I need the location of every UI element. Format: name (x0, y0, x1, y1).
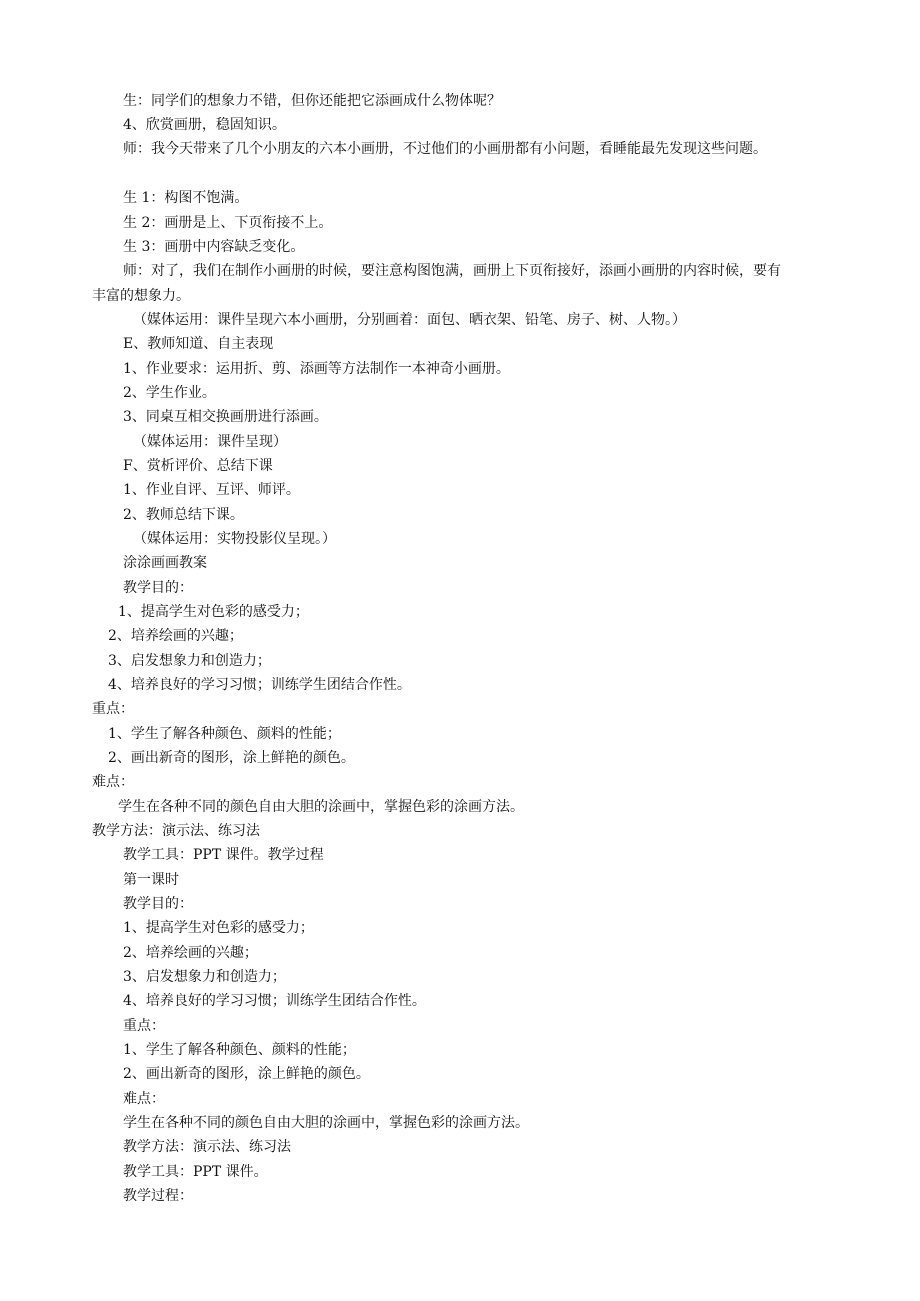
text-line: 1、学生了解各种颜色、颜料的性能； (123, 1042, 356, 1058)
text-line: 生 1：构图不饱满。 (123, 190, 249, 206)
text-line: 生 2：画册是上、下页衔接不上。 (123, 215, 333, 231)
text-line: 1、提高学生对色彩的感受力； (123, 920, 314, 936)
text-line: 难点： (123, 1091, 165, 1107)
text-line: 生：同学们的想象力不错，但你还能把它添画成什么物体呢？ (123, 93, 501, 109)
text-line: （媒体运用：课件呈现） (133, 434, 287, 450)
text-line: 教学过程： (123, 1188, 193, 1204)
text-line: 3、启发想象力和创造力； (108, 653, 271, 669)
text-line: 2、培养绘画的兴趣； (108, 628, 243, 644)
text-line: 4、培养良好的学习习惯；训练学生团结合作性。 (108, 677, 411, 693)
text-line: 2、培养绘画的兴趣； (123, 945, 258, 961)
text-paragraph: 师：对了，我们在制作小画册的时候，要注意构图饱满，画册上下页衔接好，添画小画册的内容时候，要有丰富的想象力。 (92, 263, 781, 304)
text-line: 2、画出新奇的图形，涂上鲜艳的颜色。 (123, 1066, 370, 1082)
text-line: 教学工具：PPT 课件。 (123, 1164, 268, 1180)
text-line: 难点： (92, 774, 134, 790)
text-line: 教学目的： (123, 580, 193, 596)
text-line: 1、学生了解各种颜色、颜料的性能； (108, 726, 341, 742)
text-line: 1、作业自评、互评、师评。 (123, 482, 300, 498)
text-line: E、教师知道、自主表现 (123, 336, 274, 352)
text-line: 涂涂画画教案 (123, 555, 207, 571)
text-line: 4、欣赏画册，稳固知识。 (123, 117, 286, 133)
text-line: （媒体运用：课件呈现六本小画册，分别画着：面包、晒衣架、铅笔、房子、树、人物。） (133, 312, 686, 328)
text-line: 教学方法：演示法、练习法 (123, 1139, 291, 1155)
text-line: 学生在各种不同的颜色自由大胆的涂画中，掌握色彩的涂画方法。 (118, 799, 524, 815)
text-line: 2、画出新奇的图形，涂上鲜艳的颜色。 (108, 750, 355, 766)
text-line: 2、教师总结下课。 (123, 507, 244, 523)
text-line: 1、作业要求：运用折、剪、添画等方法制作一本神奇小画册。 (123, 361, 510, 377)
text-line: 学生在各种不同的颜色自由大胆的涂画中，掌握色彩的涂画方法。 (123, 1115, 529, 1131)
text-line: F、赏析评价、总结下课 (123, 458, 273, 474)
text-line: 教学方法：演示法、练习法 (92, 823, 260, 839)
text-line: 4、培养良好的学习习惯；训练学生团结合作性。 (123, 993, 426, 1009)
text-line: 教学目的： (123, 896, 193, 912)
text-line: 重点： (92, 701, 134, 717)
text-line: 3、启发想象力和创造力； (123, 969, 286, 985)
text-line: 重点： (123, 1018, 165, 1034)
text-line: 生 3：画册中内容缺乏变化。 (123, 239, 305, 255)
text-line: 3、同桌互相交换画册进行添画。 (123, 409, 328, 425)
text-paragraph: 师：我今天带来了几个小朋友的六本小画册，不过他们的小画册都有小问题，看睡能最先发现这些问题。 (123, 141, 767, 157)
text-line: 教学工具：PPT 课件。教学过程 (123, 847, 324, 863)
text-line: 2、学生作业。 (123, 385, 216, 401)
text-line: 1、提高学生对色彩的感受力； (118, 604, 309, 620)
text-line: 第一课时 (123, 872, 179, 888)
text-line: （媒体运用：实物投影仪呈现。） (133, 531, 336, 547)
